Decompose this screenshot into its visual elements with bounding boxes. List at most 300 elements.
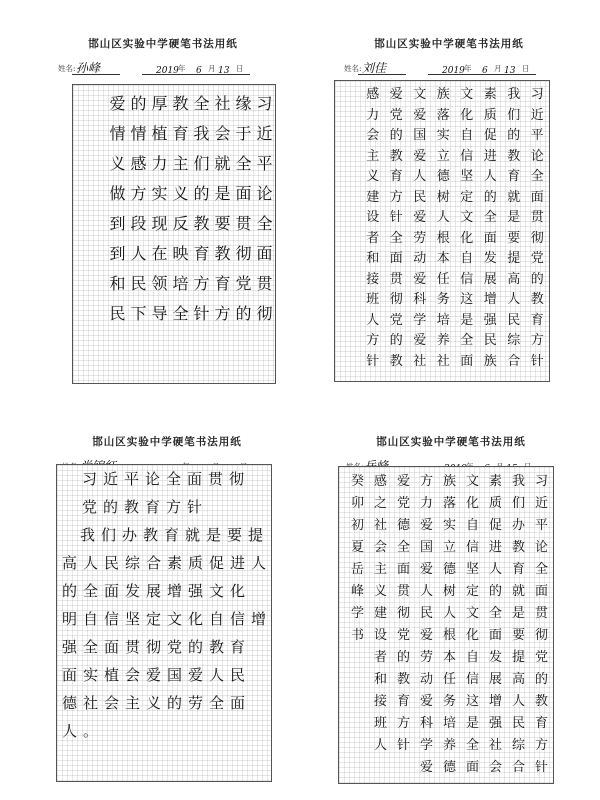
handwritten-char: 厚 [151,94,168,113]
handwritten-char: 们 [507,107,521,123]
handwritten-char: 育 [534,716,548,731]
handwritten-char: 全 [488,606,502,621]
handwritten-char: 方 [214,304,231,323]
handwritten-char: 德 [396,518,410,533]
sheet-4 [346,434,556,775]
handwritten-char: 培 [436,312,450,328]
text-column [369,467,392,783]
handwritten-char: 是 [460,312,474,328]
date-day: 13 [504,66,516,76]
handwritten-char: 根 [442,628,456,643]
handwritten-char: 力 [366,107,380,123]
handwritten-char: 彻 [145,638,161,656]
date-day: 13 [218,66,230,76]
handwritten-char: 会 [103,694,119,712]
handwritten-char: 文 [208,582,224,600]
handwritten-char: 爱 [413,333,427,348]
handwritten-char: 的 [166,694,182,712]
handwritten-char: 论 [530,148,544,164]
handwritten-char: 学 [350,606,364,621]
handwritten-char: 要 [214,214,231,233]
handwritten-char: 教 [511,540,525,555]
handwritten-char: 这 [460,292,474,307]
handwritten-char: 教 [123,498,139,516]
handwritten-char: 爱 [419,760,433,775]
text-column [385,81,409,381]
handwritten-char: 发 [124,582,140,600]
handwritten-char: 领 [151,274,168,293]
handwritten-char: 就 [214,154,231,173]
handwritten-char: 之 [373,496,387,511]
handwritten-char: 下 [130,304,147,323]
handwritten-char: 论 [144,470,160,488]
handwritten-char: 做 [109,184,126,203]
handwritten-char: 的 [389,333,403,348]
date-month: 6 [196,66,202,76]
handwritten-char: 者 [373,650,387,665]
handwritten-char: 是 [214,184,231,203]
handwritten-char: 坚 [465,562,479,577]
handwritten-char: 促 [488,518,502,533]
handwritten-char: 合 [511,760,525,775]
handwritten-char: 反 [172,214,189,233]
handwritten-char: 素 [488,474,502,489]
handwritten-char: 劳 [419,650,433,665]
handwritten-char: 劳 [187,694,203,712]
day-unit: 日 [236,64,244,73]
handwritten-char: 教 [142,526,158,544]
student-name: 刘佳 [362,61,387,75]
handwritten-char: 化 [460,107,474,123]
handwritten-char: 强 [61,638,77,656]
handwritten-char: 主 [366,148,380,164]
handwritten-char: 彻 [389,292,403,307]
handwritten-char: 高 [511,672,525,687]
handwritten-char: 卯 [350,496,364,511]
handwritten-char: 族 [436,87,450,102]
handwritten-char: 务 [442,694,456,709]
handwritten-char: 教 [534,694,548,709]
handwritten-char: 彻 [228,470,244,488]
handwritten-char: 就 [507,189,521,205]
handwritten-char: 癸 [350,474,364,489]
handwritten-char: 彻 [256,304,273,323]
handwritten-char: 面 [103,582,119,600]
handwritten-char: 面 [186,470,202,488]
handwritten-char: 平 [256,154,273,173]
handwritten-char: 综 [507,333,521,348]
handwritten-char: 人 [442,606,456,621]
handwritten-char: 的 [130,94,147,113]
handwritten-char: 人 [488,562,502,577]
handwritten-char: 贯 [256,274,273,293]
handwritten-char: 习 [530,87,544,102]
text-row [57,717,271,745]
handwritten-char: 导 [151,304,168,323]
handwritten-char: 要 [226,526,242,544]
handwritten-char: 进 [488,540,502,555]
handwritten-char: 国 [413,128,427,143]
handwritten-char: 义 [366,169,380,184]
handwritten-char: 的 [534,672,548,687]
handwritten-char: 平 [530,128,544,143]
handwritten-char: 的 [187,638,203,656]
handwritten-char: 人 [413,169,427,184]
handwritten-char: 的 [389,128,403,143]
handwritten-char: 映 [172,244,189,263]
handwritten-char: 党 [396,496,410,511]
handwritten-char: 面 [103,638,119,656]
handwritten-char: 面 [488,628,502,643]
handwritten-char: 育 [396,694,410,709]
text-column [191,85,212,383]
handwritten-char: 强 [483,312,497,328]
handwritten-char: 文 [413,87,427,102]
handwritten-char: 化 [460,230,474,246]
handwritten-char: 面 [465,760,479,775]
handwritten-char: 全 [483,210,497,225]
date-year: 2019 [156,66,179,76]
handwritten-char: 提 [507,251,521,266]
handwritten-char: 全 [82,638,98,656]
handwritten-char: 国 [419,540,433,555]
handwritten-char: 彻 [235,244,252,263]
handwritten-char: 要 [507,230,521,246]
handwritten-char: 树 [442,584,456,599]
text-column [530,467,553,783]
handwritten-char: 会 [373,540,387,555]
handwritten-char: 本 [436,251,450,266]
month-unit: 月 [208,64,216,73]
handwritten-char: 强 [488,716,502,731]
handwritten-char: 的 [483,189,497,205]
handwritten-char: 育 [193,244,210,263]
handwritten-char: 立 [442,540,456,555]
handwritten-char: 人 [61,722,77,740]
handwritten-char: 针 [389,210,403,225]
text-column [408,81,432,381]
handwritten-char: 要 [511,628,525,643]
handwritten-char: 全 [256,214,273,233]
sheet-title: 邯山区实验中学硬笔书法用纸 [92,436,242,448]
handwritten-char: 信 [103,610,119,628]
handwritten-char: 实 [436,128,450,143]
handwritten-char: 爱 [389,87,403,102]
handwritten-char: 党 [235,274,252,293]
handwritten-char: 科 [413,292,427,307]
text-column [432,81,456,381]
text-row [57,689,271,717]
handwritten-char: 针 [530,353,544,369]
handwritten-char: 社 [214,94,231,113]
handwritten-char: 教 [389,148,403,164]
writing-grid [334,80,550,382]
handwritten-char: 务 [436,292,450,307]
handwritten-char: 针 [186,498,202,516]
name-label: 姓名: [344,64,362,73]
handwritten-char: 劳 [413,230,427,246]
text-column [461,467,484,783]
handwritten-char: 育 [389,169,403,184]
handwritten-char: 实 [82,666,98,684]
handwritten-char: 人 [366,312,380,328]
handwritten-char: 化 [229,582,245,600]
day-unit: 日 [522,64,530,73]
handwritten-char: 面 [483,230,497,246]
handwritten-char: 全 [165,470,181,488]
handwritten-char: 近 [534,496,548,511]
handwritten-char: 党 [81,498,97,516]
text-column [484,467,507,783]
handwritten-char: 爱 [413,148,427,164]
handwritten-char: 方 [130,184,147,203]
text-column [507,467,530,783]
handwritten-char: 自 [82,610,98,628]
text-column [254,85,275,383]
handwritten-char: 教 [396,672,410,687]
handwritten-char: 我 [511,474,525,489]
handwritten-char: 人 [511,694,525,709]
handwritten-char: 会 [366,128,380,143]
handwritten-char: 爱 [413,271,427,287]
text-row [57,605,271,633]
handwritten-char: 的 [102,498,118,516]
handwritten-char: 就 [511,584,525,599]
handwritten-char: 社 [488,738,502,753]
handwritten-char: 教 [208,638,224,656]
handwritten-char: 信 [229,610,245,628]
handwritten-char: 民 [109,304,126,323]
handwritten-char: 贯 [534,606,548,621]
handwritten-char: 族 [483,353,497,369]
sheet-meta [58,59,268,77]
handwritten-char: 贯 [124,638,140,656]
handwritten-char: 植 [151,124,168,143]
handwritten-char: 提 [247,526,263,544]
handwritten-char: 落 [436,107,450,123]
handwritten-char: 彻 [534,628,548,643]
handwritten-char: 力 [419,496,433,511]
text-column [170,85,191,383]
text-row [57,661,271,689]
handwritten-char: 习 [256,94,273,113]
handwritten-char: 班 [373,716,387,731]
handwritten-char: 展 [145,582,161,600]
handwritten-char: 文 [460,87,474,102]
handwritten-char: 近 [256,124,273,143]
handwritten-char: 初 [350,518,364,533]
handwritten-char: 针 [534,760,548,775]
handwritten-char: 民 [419,606,433,621]
name-label: 姓名: [58,64,76,73]
handwritten-char: 论 [534,540,548,555]
handwritten-char: 育 [144,498,160,516]
handwritten-char: 针 [193,304,210,323]
sheet-title: 邯山区实验中学硬笔书法用纸 [374,38,524,50]
handwritten-char: 育 [511,562,525,577]
handwritten-char: 教 [214,244,231,263]
handwritten-char: 我 [79,526,95,544]
handwritten-char: 方 [389,189,403,205]
handwritten-char: 近 [102,470,118,488]
month-unit: 月 [494,64,502,73]
handwritten-char: 的 [488,584,502,599]
handwritten-char: 建 [373,606,387,621]
handwritten-char: 教 [389,353,403,369]
handwritten-char: 全 [530,169,544,184]
text-column [346,467,369,783]
handwritten-char: 们 [100,526,116,544]
handwritten-char: 主 [124,694,140,712]
text-column [455,81,479,381]
handwritten-char: 全 [193,94,210,113]
handwritten-char: 党 [396,628,410,643]
text-column [502,81,526,381]
handwritten-char: 感 [130,154,147,173]
handwritten-char: 主 [373,562,387,577]
handwritten-char: 育 [163,526,179,544]
handwritten-char: 化 [187,610,203,628]
handwritten-char: 教 [507,148,521,164]
handwritten-char: 是 [205,526,221,544]
handwritten-char: 面 [530,189,544,205]
handwritten-char: 国 [166,666,182,684]
sheet-3 [61,434,272,740]
handwritten-char: 是 [507,210,521,225]
handwritten-char: 质 [483,107,497,123]
handwritten-char: 自 [208,610,224,628]
handwritten-char: 方 [534,738,548,753]
handwritten-char: 植 [103,666,119,684]
handwritten-char: 民 [130,274,147,293]
handwritten-char: 设 [373,628,387,643]
handwritten-char: 根 [436,230,450,246]
handwritten-char: 方 [366,333,380,348]
handwritten-char: 定 [145,610,161,628]
handwritten-char: 人 [130,244,147,263]
handwritten-char: 面 [460,353,474,369]
handwritten-char: 会 [214,124,231,143]
handwritten-char: 爱 [187,666,203,684]
text-row [57,493,271,521]
handwritten-char: 实 [151,184,168,203]
handwritten-char: 班 [366,292,380,307]
handwritten-char: 文 [460,210,474,225]
text-column [438,467,461,783]
handwritten-char: 提 [511,650,525,665]
handwritten-char: 和 [366,251,380,266]
handwritten-char: 到 [109,244,126,263]
handwritten-char: 信 [460,148,474,164]
handwritten-char: 高 [507,271,521,287]
handwritten-char: 面 [229,694,245,712]
handwritten-char: 面 [389,251,403,266]
handwritten-char: 进 [229,554,245,572]
year-unit: 年 [464,64,472,73]
handwritten-char: 平 [534,518,548,533]
handwritten-char: 党 [534,650,548,665]
handwritten-char: 育 [214,274,231,293]
handwritten-char: 全 [460,333,474,348]
handwritten-char: 培 [442,716,456,731]
handwritten-char: 明 [61,610,77,628]
handwritten-char: 定 [460,189,474,205]
handwritten-char: 民 [507,312,521,328]
handwritten-char: 力 [151,154,168,173]
handwritten-char: 信 [465,672,479,687]
handwritten-char: 信 [465,540,479,555]
handwritten-char: 人 [507,292,521,307]
handwritten-char: 人 [419,584,433,599]
handwritten-char: 化 [465,496,479,511]
handwritten-char: 贯 [207,470,223,488]
handwritten-char: 文 [465,606,479,621]
text-row [57,549,271,577]
handwritten-char: 方 [530,333,544,348]
handwritten-char: 全 [396,540,410,555]
handwritten-char: 全 [465,738,479,753]
handwritten-char: 德 [61,694,77,712]
sheet-title: 邯山区实验中学硬笔书法用纸 [376,436,526,448]
text-rows [57,465,271,781]
handwritten-char: 方 [193,274,210,293]
handwritten-char: 发 [488,650,502,665]
handwritten-char: 社 [413,353,427,369]
text-column [128,85,149,383]
handwritten-char: 贯 [530,210,544,225]
handwritten-char: 我 [507,87,521,102]
handwritten-char: 建 [366,189,380,205]
handwritten-char: 义 [145,694,161,712]
handwritten-char: 促 [483,128,497,143]
handwritten-char: 展 [488,672,502,687]
handwritten-char: 是 [465,716,479,731]
handwritten-char: 全 [208,694,224,712]
text-columns [335,81,549,381]
text-row [57,577,271,605]
handwritten-char: 民 [413,189,427,205]
handwritten-char: 自 [465,518,479,533]
handwritten-char: 增 [166,582,182,600]
handwritten-char: 自 [460,128,474,143]
handwritten-char: 人 [250,554,266,572]
handwritten-char: 爱 [413,210,427,225]
handwritten-char: 面 [396,562,410,577]
handwritten-char: 情 [130,124,147,143]
sheet-2 [344,36,554,369]
handwritten-char: 的 [235,304,252,323]
handwritten-char: 文 [166,610,182,628]
text-column [415,467,438,783]
handwritten-char: 和 [109,274,126,293]
handwritten-char: 们 [193,154,210,173]
handwritten-char: 峰 [350,584,364,599]
handwritten-char: 自 [465,650,479,665]
handwritten-char: 爱 [419,518,433,533]
handwritten-char: 会 [488,760,502,775]
handwritten-char: 感 [373,474,387,489]
handwritten-char: 全 [534,562,548,577]
handwritten-char: 教 [193,214,210,233]
text-row [57,465,271,493]
handwritten-char: 到 [109,214,126,233]
text-column [392,467,415,783]
handwritten-char: 会 [124,666,140,684]
text-column [233,85,254,383]
handwritten-char: 方 [419,474,433,489]
handwritten-char: 民 [229,666,245,684]
handwritten-char: 现 [151,214,168,233]
